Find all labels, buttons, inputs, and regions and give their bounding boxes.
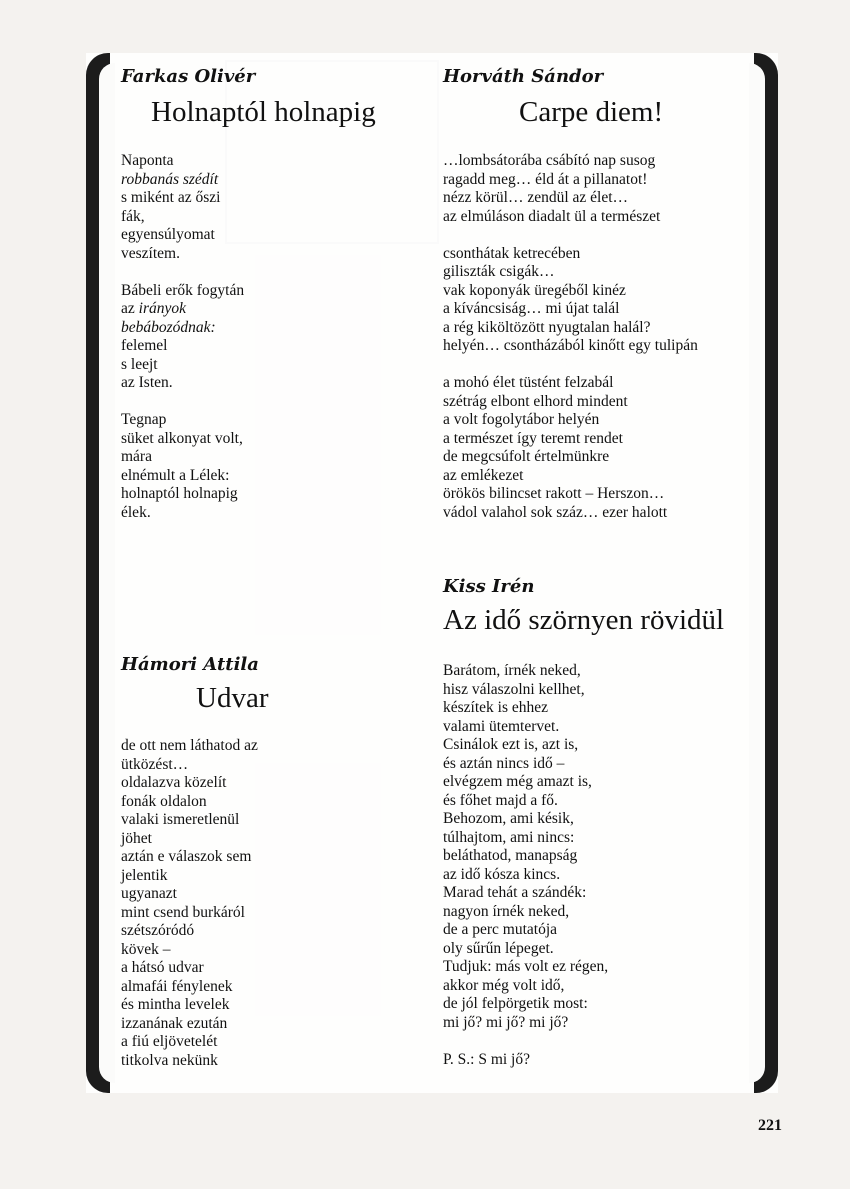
poem-line: mára <box>121 448 152 465</box>
poem-line: örökös bilincset rakott – Herszon… <box>443 485 665 502</box>
poem-line: élek. <box>121 503 151 521</box>
poem-line: készítek is ehhez <box>443 699 549 716</box>
poem-line: Csinálok ezt is, azt is, <box>443 736 579 753</box>
poem-line: beláthatod, manapság <box>443 847 578 864</box>
poem-line: a volt fogolytábor helyén <box>443 411 600 428</box>
poem-title: Carpe diem! <box>519 96 664 128</box>
poem-line: vádol valahol sok száz… ezer halott <box>443 503 668 521</box>
poem-body <box>443 662 608 1069</box>
poem-line: veszítem. <box>121 244 180 262</box>
poem-line: holnaptól holnapig <box>121 485 238 502</box>
stanza-break <box>121 393 244 412</box>
poem-line: Behozom, ami késik, <box>443 810 574 827</box>
poem-line: jöhet <box>121 829 152 847</box>
poem-line: ütközést… <box>121 755 189 773</box>
poem-line: de a perc mutatója <box>443 921 558 938</box>
poem-line: izzanának ezután <box>121 1014 228 1032</box>
poem-line: fák, <box>121 207 145 225</box>
poem-line: kövek – <box>121 940 171 958</box>
right-frame-bar <box>754 53 778 1093</box>
poem-author: Farkas Olivér <box>121 66 256 87</box>
poem-title: Udvar <box>196 682 269 714</box>
poem-line: akkor még volt idő, <box>443 976 565 994</box>
poem-author: Kiss Irén <box>443 576 535 597</box>
poem-line: valaki ismeretlenül <box>121 811 240 828</box>
poem-line: süket alkonyat volt, <box>121 429 243 447</box>
poem-line: Marad tehát a szándék: <box>443 884 587 901</box>
poem-title: Az idő szörnyen rövidül <box>443 604 725 636</box>
poem-line: Tudjuk: más volt ez régen, <box>443 958 609 975</box>
poem-line: a mohó élet tüstént felzabál <box>443 374 614 391</box>
emphasis: irányok <box>138 300 186 317</box>
poem-line: és mintha levelek <box>121 996 230 1013</box>
poem-title: Holnaptól holnapig <box>151 96 376 128</box>
poem-line: …lombsátorába csábító nap susog <box>443 152 656 169</box>
poem-body <box>121 737 258 1070</box>
poem-line: a rég kiköltözött nyugtalan halál? <box>443 318 651 336</box>
poem-line: ragadd meg… éld át a pillanatot! <box>443 170 648 188</box>
poem-line: elvégzem még amazt is, <box>443 773 592 790</box>
poem-line: nagyon írnék neked, <box>443 902 570 920</box>
poem-line: aztán e válaszok sem <box>121 848 252 865</box>
stanza-break <box>443 356 698 375</box>
poem-line: Barátom, írnék neked, <box>443 662 581 679</box>
poem-line: de ott nem láthatod az <box>121 737 258 754</box>
poem-line: felemel <box>121 337 168 354</box>
page-number: 221 <box>758 1117 782 1134</box>
poem-body <box>443 152 698 522</box>
poem-line: és főhet majd a fő. <box>443 791 558 809</box>
poem-author: Hámori Attila <box>121 654 259 675</box>
poem-line: s miként az őszi <box>121 189 221 206</box>
bleed-through-text-right <box>775 40 850 1120</box>
poem-line: csonthátak ketrecében <box>443 244 581 262</box>
stanza-break <box>443 1032 608 1051</box>
poem-line: túlhajtom, ami nincs: <box>443 828 575 846</box>
poem-line: Tegnap <box>121 411 167 428</box>
poem-line: de jól felpörgetik most: <box>443 995 588 1012</box>
left-frame-bar <box>86 53 110 1093</box>
poem-line: helyén… csontházából kinőtt egy tulipán <box>443 337 698 354</box>
poem-line: az emlékezet <box>443 466 524 484</box>
bleed-through-text-left <box>0 40 90 1120</box>
poem-line: mi jő? mi jő? mi jő? <box>443 1013 569 1031</box>
poem-line: valami ütemtervet. <box>443 717 560 735</box>
stanza-break <box>121 263 244 282</box>
poem-line: almafái fénylenek <box>121 977 233 995</box>
poem-line: mint csend burkáról <box>121 903 245 921</box>
poem-line: elnémult a Lélek: <box>121 466 230 484</box>
poem-line: Naponta <box>121 152 174 169</box>
poem-line: szétszóródó <box>121 922 195 939</box>
poem-line: az elmúláson diadalt ül a természet <box>443 207 661 225</box>
poem-line: s leejt <box>121 355 158 373</box>
poem-line: ugyanazt <box>121 885 177 902</box>
poem-line: P. S.: S mi jő? <box>443 1050 530 1068</box>
poem-line: szétrág elbont elhord mindent <box>443 392 628 410</box>
poem-line: robbanás szédít <box>121 170 219 188</box>
poem-line: jelentik <box>121 866 168 884</box>
poem-line: vak koponyák üregéből kinéz <box>443 281 626 299</box>
poem-line: fonák oldalon <box>121 792 207 810</box>
poem-line: bebábozódnak: <box>121 318 216 336</box>
poem-line: a természet így teremt rendet <box>443 429 623 447</box>
poem-line: az irányok <box>121 300 186 317</box>
poem-line: hisz válaszolni kellhet, <box>443 680 585 698</box>
poem-line: a hátsó udvar <box>121 959 204 976</box>
poem-line: de megcsúfolt értelmünkre <box>443 448 610 465</box>
poem-author: Horváth Sándor <box>443 66 604 87</box>
poem-line: Bábeli erők fogytán <box>121 281 245 299</box>
poem-line: oly sűrűn lépeget. <box>443 939 554 957</box>
stanza-break <box>443 226 698 245</box>
poem-line: nézz körül… zendül az élet… <box>443 189 629 206</box>
poem-line: az Isten. <box>121 374 173 391</box>
poem-line: titkolva nekünk <box>121 1051 218 1069</box>
poem-line: egyensúlyomat <box>121 226 215 243</box>
poem-line: giliszták csigák… <box>443 263 555 280</box>
poem-line: az idő kósza kincs. <box>443 865 561 883</box>
poem-line: a kíváncsiság… mi újat talál <box>443 300 620 317</box>
poem-line: és aztán nincs idő – <box>443 754 565 772</box>
poem-body <box>121 152 244 522</box>
poem-line: a fiú eljövetelét <box>121 1033 218 1050</box>
poem-line: oldalazva közelít <box>121 774 227 791</box>
